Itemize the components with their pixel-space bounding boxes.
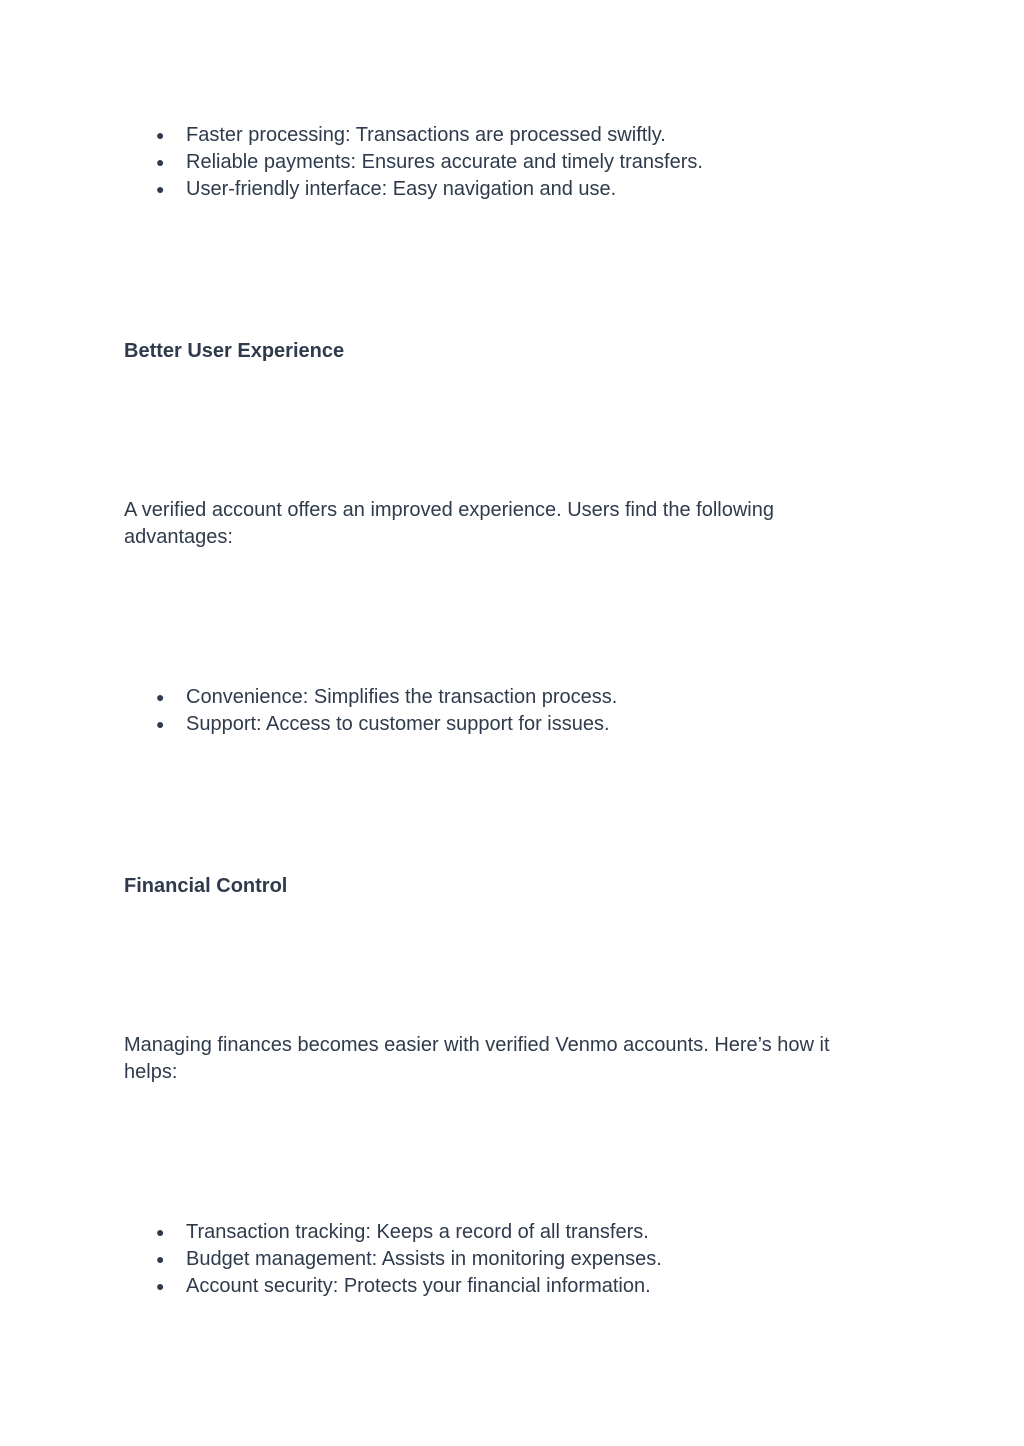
section-paragraph: A verified account offers an improved experience. Users find the following advantages: [124, 499, 774, 548]
list-item [124, 1219, 864, 1246]
bullet-icon: ● [156, 181, 165, 197]
benefits-list [124, 122, 864, 203]
financial-list [124, 1219, 864, 1300]
bullet-icon: ● [156, 127, 165, 143]
list-item [124, 122, 864, 149]
list-item [124, 176, 864, 203]
list-item [124, 711, 864, 738]
bullet-icon: ● [156, 154, 165, 170]
list-item-text: Faster processing: Transactions are processed swiftly. [186, 124, 666, 146]
list-item-text: Convenience: Simplifies the transaction process. [186, 686, 618, 708]
section-heading-better-user-experience: Better User Experience [124, 340, 345, 362]
bullet-icon: ● [156, 1224, 165, 1240]
bullet-icon: ● [156, 1251, 165, 1267]
section-paragraph: Managing finances becomes easier with verified Venmo accounts. Here’s how it helps: [124, 1034, 830, 1083]
bullet-icon: ● [156, 716, 165, 732]
bullet-icon: ● [156, 689, 165, 705]
section-heading-financial-control: Financial Control [124, 875, 288, 897]
list-item-text: Reliable payments: Ensures accurate and timely transfers. [186, 151, 703, 173]
list-item-text: Budget management: Assists in monitoring expenses. [186, 1248, 662, 1270]
advantages-list [124, 684, 864, 738]
list-item-text: User-friendly interface: Easy navigation and use. [186, 178, 617, 200]
list-item-text: Transaction tracking: Keeps a record of all transfers. [186, 1221, 649, 1243]
list-item [124, 1273, 864, 1300]
bullet-icon: ● [156, 1278, 165, 1294]
list-item-text: Support: Access to customer support for issues. [186, 713, 610, 735]
list-item [124, 684, 864, 711]
list-item [124, 149, 864, 176]
list-item [124, 1246, 864, 1273]
list-item-text: Account security: Protects your financial information. [186, 1275, 651, 1297]
